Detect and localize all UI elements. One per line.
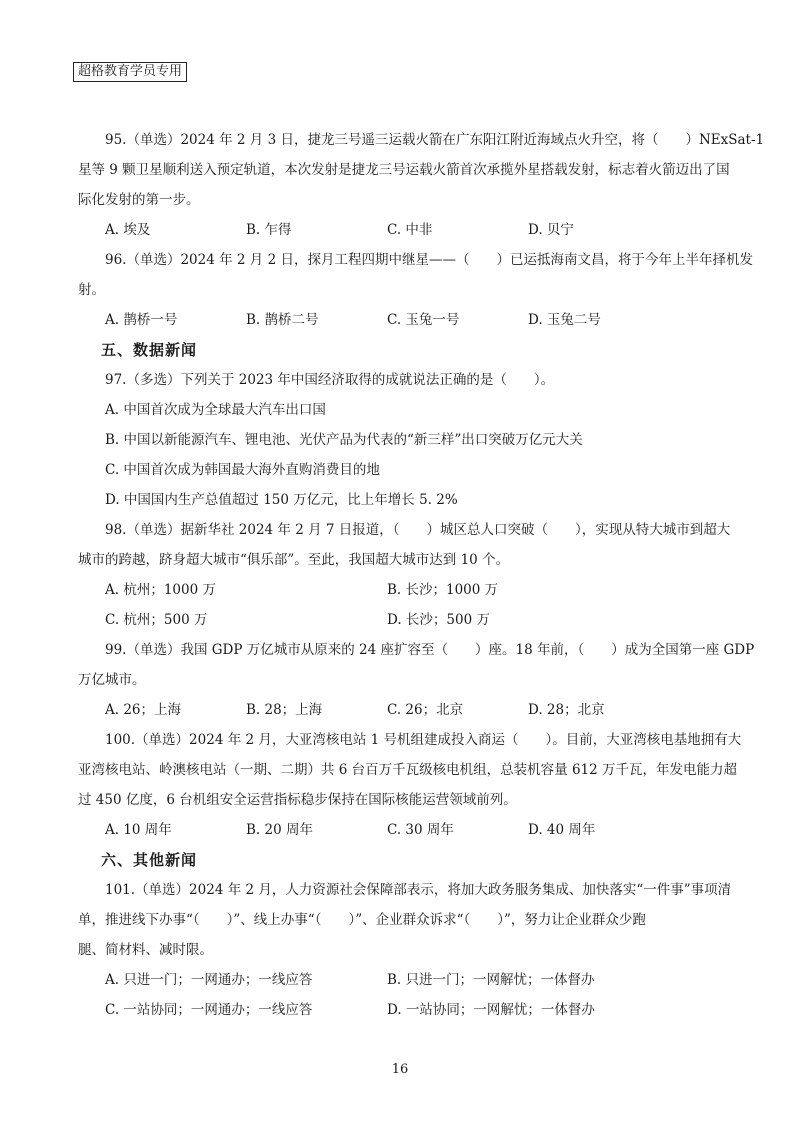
option-d: D. 一站协同；一网解忧；一体督办 [387, 1002, 595, 1018]
option-c: C. 一站协同；一网通办；一线应答 [105, 1002, 313, 1018]
question-text: 际化发射的第一步。 [78, 192, 200, 208]
option-a: A. 鹊桥一号 [105, 312, 178, 328]
option-c: C. 26；北京 [387, 702, 464, 718]
option-d: D. 玉兔二号 [528, 312, 601, 328]
question-text: 星等 9 颗卫星顺利送入预定轨道，本次发射是捷龙三号运载火箭首次承揽外星搭载发射，标志着火箭迈出了国 [78, 162, 730, 178]
question-text: 99.（单选）我国 GDP 万亿城市从原来的 24 座扩容至（ ）座。18 年前，（ ）成为全国第一座 GDP [105, 642, 755, 658]
question-text: 射。 [78, 282, 105, 298]
question-text: 96.（单选）2024 年 2 月 2 日，探月工程四期中继星——（ ）已运抵海南文昌，将于今年上半年择机发 [105, 252, 753, 268]
question-text: 97.（多选）下列关于 2023 年中国经济取得的成就说法正确的是（ ）。 [105, 372, 555, 388]
option-c: C. 中国首次成为韩国最大海外直购消费目的地 [105, 462, 380, 478]
question-text: 101.（单选）2024 年 2 月，人力资源社会保障部表示，将加大政务服务集成、加快落实“一件事”事项清 [105, 882, 732, 898]
option-d: D. 贝宁 [528, 222, 574, 238]
options-row [78, 215, 726, 245]
question-text: 100.（单选）2024 年 2 月，大亚湾核电站 1 号机组建成投入商运（ ）。目前，大亚湾核电基地拥有大 [105, 732, 742, 748]
question-text: 万亿城市。 [78, 672, 146, 688]
question-95 [78, 125, 765, 245]
question-97 [78, 365, 726, 515]
question-text: 95.（单选）2024 年 2 月 3 日，捷龙三号遥三运载火箭在广东阳江附近海域点火升空，将（ ）NExSat-1 [105, 132, 765, 148]
option-c: C. 中非 [387, 222, 433, 238]
question-96 [78, 245, 753, 335]
option-c: C. 杭州；500 万 [105, 612, 208, 628]
option-b: B. 20 周年 [246, 822, 313, 838]
options-row [78, 575, 726, 605]
question-98 [78, 515, 731, 635]
option-a: A. 只进一门；一网通办；一线应答 [105, 972, 313, 988]
options-row [78, 965, 726, 995]
option-d: D. 中国国内生产总值超过 150 万亿元，比上年增长 5. 2% [105, 492, 458, 508]
option-d: D. 40 周年 [528, 822, 596, 838]
option-d: D. 长沙；500 万 [387, 612, 490, 628]
option-b: B. 鹊桥二号 [246, 312, 319, 328]
option-b: B. 28；上海 [246, 702, 323, 718]
options-row [78, 605, 726, 635]
question-100 [78, 725, 742, 845]
option-b: B. 长沙；1000 万 [387, 582, 499, 598]
question-content [78, 125, 765, 1025]
option-a: A. 10 周年 [105, 822, 172, 838]
question-99 [78, 635, 755, 725]
option-a: A. 埃及 [105, 222, 151, 238]
options-row [78, 695, 726, 725]
question-text: 过 450 亿度，6 台机组安全运营指标稳步保持在国际核能运营领域前列。 [78, 792, 517, 808]
option-d: D. 28；北京 [528, 702, 605, 718]
option-a: A. 26；上海 [105, 702, 182, 718]
section-title: 五、数据新闻 [101, 341, 198, 359]
option-b: B. 乍得 [246, 222, 292, 238]
question-text: 单，推进线下办事“（ ）”、线上办事“（ ）”、企业群众诉求“（ ）”，努力让企业群众少跑 [78, 912, 646, 928]
options-row [78, 995, 726, 1025]
option-a: A. 杭州；1000 万 [105, 582, 216, 598]
page-number: 16 [391, 1062, 409, 1077]
question-101 [78, 875, 732, 1025]
option-b: B. 中国以新能源汽车、锂电池、光伏产品为代表的“新三样”出口突破万亿元大关 [105, 432, 583, 448]
section-title: 六、其他新闻 [101, 851, 198, 869]
option-a: A. 中国首次成为全球最大汽车出口国 [105, 402, 326, 418]
question-text: 亚湾核电站、岭澳核电站（一期、二期）共 6 台百万千瓦级核电机组，总装机容量 612 万千瓦，年发电能力超 [78, 762, 738, 778]
question-text: 城市的跨越，跻身超大城市“俱乐部”。至此，我国超大城市达到 10 个。 [78, 552, 510, 568]
option-b: B. 只进一门；一网解忧；一体督办 [387, 972, 595, 988]
option-c: C. 玉兔一号 [387, 312, 460, 328]
options-row [78, 815, 726, 845]
options-row [78, 305, 726, 335]
question-text: 腿、简材料、减时限。 [78, 942, 213, 958]
question-text: 98.（单选）据新华社 2024 年 2 月 7 日报道，（ ）城区总人口突破（ ），实现从特大城市到超大 [105, 522, 731, 538]
option-c: C. 30 周年 [387, 822, 454, 838]
header-tag: 超格教育学员专用 [73, 62, 187, 82]
